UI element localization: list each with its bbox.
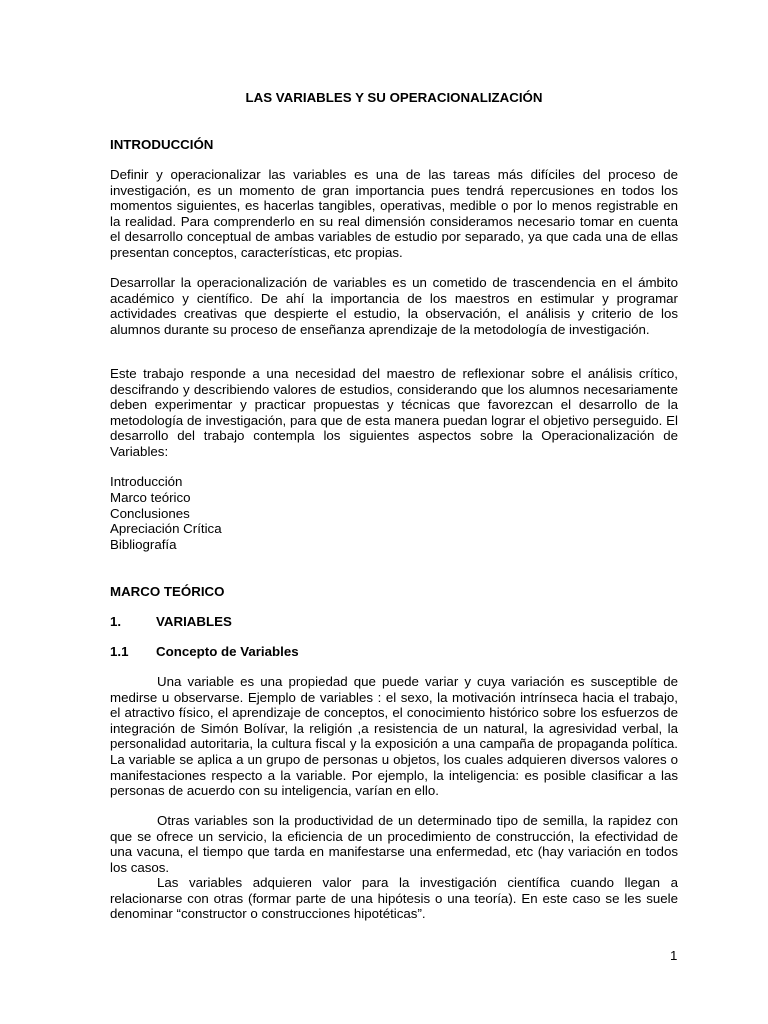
- section-number: 1.1: [110, 644, 129, 659]
- intro-paragraph-3: Este trabajo responde a una necesidad del maestro de reflexionar sobre el análisis crítico, descifrando y describiendo valores de estudios, considerando que los alumnos necesariamente deben experimentar y practicar propuestas y técnicas que favorezcan el desarrollo de la metodología de investigación, para que de esta manera puedan lograr el objetivo perseguido. El desarrollo del trabajo contempla los siguientes aspectos sobre la Operacionalización de Variables:: [110, 366, 678, 459]
- marco-heading: MARCO TEÓRICO: [110, 584, 225, 599]
- list-item: Introducción: [110, 474, 183, 489]
- list-item: Marco teórico: [110, 489, 191, 505]
- list-item: Conclusiones: [110, 505, 190, 521]
- intro-paragraph-2: Desarrollar la operacionalización de variables es un cometido de trascendencia en el ámbito académico y científico. De ahí la importancia de los maestros en estimular y programar actividades creativas que despierte el estudio, la observación, el análisis y criterio de los alumnos durante su proceso de enseñanza aprendizaje de la metodología de investigación.: [110, 275, 678, 337]
- document-title: LAS VARIABLES Y SU OPERACIONALIZACIÓN: [245, 90, 543, 105]
- intro-heading: INTRODUCCIÓN: [110, 137, 214, 152]
- section-title: VARIABLES: [156, 614, 232, 629]
- section-number: 1.: [110, 614, 122, 629]
- page-number: 1: [670, 948, 678, 963]
- list-item: Apreciación Crítica: [110, 521, 222, 537]
- concept-paragraph-3: Las variables adquieren valor para la investigación científica cuando llegan a relacionarse con otras (formar parte de una hipótesis o una teoría). En este caso se les suele denominar “constructor o construcciones hipotéticas”.: [110, 875, 678, 922]
- concept-paragraph-2: Otras variables son la productividad de un determinado tipo de semilla, la rapidez con que se ofrece un servicio, la eficiencia de un procedimiento de construcción, la efectividad de una vacuna, el tiempo que tarda en manifestarse una enfermedad, etc (hay variación en todos los casos.: [110, 813, 678, 875]
- intro-paragraph-1: Definir y operacionalizar las variables es una de las tareas más difíciles del proceso de investigación, es un momento de gran importancia pues tendrá repercusiones en todos los momentos siguientes, es hacerlas tangibles, operativas, medible o por lo menos registrable en la realidad. Para comprenderlo en su real dimensión consideramos necesario tomar en cuenta el desarrollo conceptual de ambas variables de estudio por separado, ya que cada una de ellas presentan conceptos, características, etc propias.: [110, 167, 678, 260]
- concept-paragraph-1: Una variable es una propiedad que puede variar y cuya variación es susceptible de medirse u observarse. Ejemplo de variables : el sexo, la motivación intrínseca hacia el trabajo, el atractivo físico, el aprendizaje de conceptos, el conocimiento histórico sobre los esfuerzos de integración de Simón Bolívar, la religión ,a resistencia de un natural, la agresividad verbal, la personalidad autoritaria, la cultura fiscal y la exposición a una campaña de propaganda política. La variable se aplica a un grupo de personas u objetos, los cuales adquieren diversos valores o manifestaciones respecto a la variable. Por ejemplo, la inteligencia: es posible clasificar a las personas de acuerdo con su inteligencia, varían en ello.: [110, 674, 678, 799]
- section-1-1-heading: [110, 644, 299, 660]
- section-1-heading: [110, 614, 232, 630]
- list-item: Bibliografía: [110, 537, 177, 553]
- contents-list: [110, 474, 222, 553]
- section-title: Concepto de Variables: [156, 644, 299, 659]
